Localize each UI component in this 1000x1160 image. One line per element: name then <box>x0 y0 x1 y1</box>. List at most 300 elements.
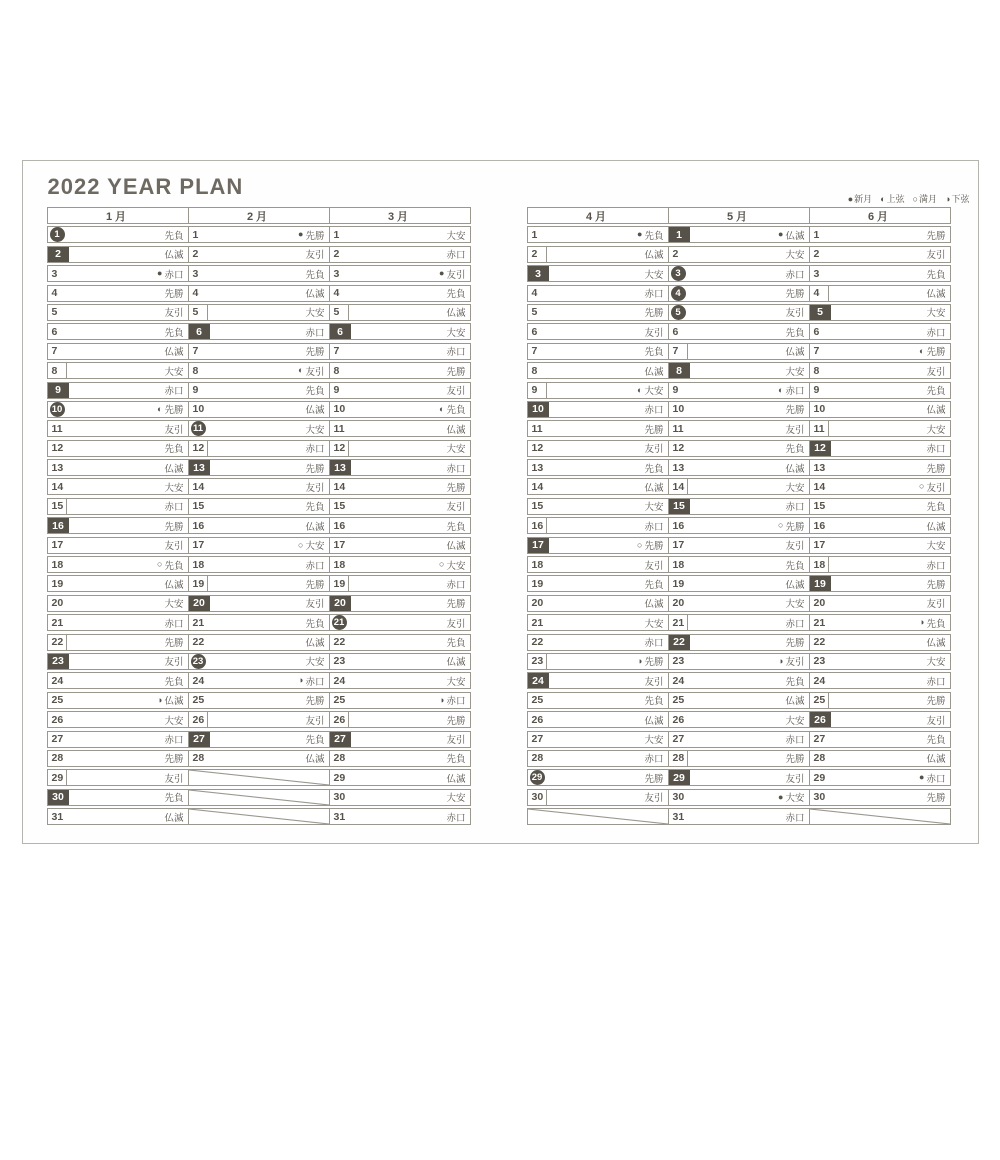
new-moon-icon: ● <box>637 229 643 240</box>
day-row <box>809 711 951 728</box>
day-row <box>47 401 189 418</box>
rokuyo-label: ● 赤口 <box>157 268 184 281</box>
day-row <box>527 265 669 282</box>
day-number: 20 <box>189 596 210 611</box>
rokuyo-label: 大安 <box>785 482 805 494</box>
rokuyo-label: 友引 <box>164 424 184 436</box>
day-number: 3 <box>333 267 340 280</box>
day-number: 6 <box>813 325 820 338</box>
day-row <box>188 285 330 302</box>
rokuyo-label: 先勝 <box>785 638 805 650</box>
day-row <box>47 382 189 399</box>
day-row <box>527 382 669 399</box>
rokuyo-label: 先勝 <box>446 482 466 494</box>
rokuyo-label: 赤口 <box>926 560 946 572</box>
day-number: 12 <box>672 442 685 455</box>
rokuyo-label: 先負 <box>164 793 184 805</box>
rokuyo-label: 友引 <box>446 502 466 514</box>
rokuyo-label: 赤口 <box>785 812 805 824</box>
day-number: 30 <box>48 790 69 805</box>
day-row <box>809 750 951 767</box>
day-number: 19 <box>189 576 208 591</box>
full-moon-icon: ○ <box>919 481 925 492</box>
day-row <box>329 769 471 786</box>
empty-day-row <box>188 789 330 806</box>
day-row <box>527 459 669 476</box>
day-row <box>188 362 330 379</box>
rokuyo-label: 先負 <box>305 502 325 514</box>
day-number: 23 <box>528 654 547 669</box>
rokuyo-label: 大安 <box>305 308 325 320</box>
day-row <box>188 246 330 263</box>
day-row <box>329 382 471 399</box>
day-number: 24 <box>192 674 205 687</box>
first-quarter-icon: ◐ <box>298 365 304 376</box>
day-row <box>47 246 189 263</box>
day-number: 24 <box>51 674 64 687</box>
day-row <box>47 498 189 515</box>
month-table-4 <box>527 207 669 825</box>
day-row <box>47 517 189 534</box>
rokuyo-label: 先負 <box>644 579 664 591</box>
rokuyo-label: 先勝 <box>305 696 325 708</box>
day-row <box>329 672 471 689</box>
day-number: 24 <box>528 673 549 688</box>
day-row <box>668 382 810 399</box>
rokuyo-label: 先勝 <box>446 715 466 727</box>
rokuyo-label: 先負 <box>926 735 946 747</box>
rokuyo-label: 先勝 <box>644 308 664 320</box>
first-quarter-icon: ◐ <box>157 403 163 414</box>
day-row <box>668 769 810 786</box>
full-moon-icon: ○ <box>637 539 643 550</box>
rokuyo-label: 大安 <box>164 599 184 611</box>
rokuyo-label: 仏滅 <box>785 463 805 475</box>
rokuyo-label: 仏滅 <box>164 463 184 475</box>
day-row <box>527 789 669 806</box>
day-number: 15 <box>48 499 67 514</box>
day-number: 7 <box>51 345 58 358</box>
rokuyo-label: 友引 <box>446 618 466 630</box>
day-number: 18 <box>672 558 685 571</box>
day-number: 17 <box>528 538 549 553</box>
day-number: 26 <box>672 713 685 726</box>
rokuyo-label: ● 先勝 <box>298 229 325 242</box>
rokuyo-label: 仏滅 <box>926 638 946 650</box>
day-number: 22 <box>669 635 690 650</box>
rokuyo-label: 大安 <box>644 618 664 630</box>
rokuyo-label: 大安 <box>446 230 466 242</box>
day-row <box>329 556 471 573</box>
rokuyo-label: 大安 <box>446 793 466 805</box>
day-number: 8 <box>192 364 199 377</box>
day-number: 17 <box>333 539 346 552</box>
new-moon-icon: ● <box>439 268 445 279</box>
day-number: 11 <box>191 421 206 436</box>
day-row <box>809 789 951 806</box>
day-number: 9 <box>528 383 547 398</box>
day-row <box>47 343 189 360</box>
day-row <box>668 362 810 379</box>
day-number: 3 <box>813 267 820 280</box>
day-number: 13 <box>672 461 685 474</box>
day-row <box>329 498 471 515</box>
day-row <box>527 420 669 437</box>
day-row <box>329 711 471 728</box>
day-row <box>47 672 189 689</box>
rokuyo-label: 友引 <box>644 676 664 688</box>
day-number: 23 <box>672 655 685 668</box>
day-row <box>47 556 189 573</box>
day-number: 7 <box>813 345 820 358</box>
day-row <box>527 575 669 592</box>
day-row <box>809 246 951 263</box>
day-number: 7 <box>531 345 538 358</box>
rokuyo-label: 赤口 <box>926 676 946 688</box>
day-number: 1 <box>333 228 340 241</box>
day-row <box>188 226 330 243</box>
new-moon-icon: ● <box>778 791 784 802</box>
day-row <box>527 556 669 573</box>
day-row <box>329 731 471 748</box>
rokuyo-label: 大安 <box>446 444 466 456</box>
rokuyo-label: 友引 <box>305 482 325 494</box>
rokuyo-label: 赤口 <box>164 618 184 630</box>
day-number: 27 <box>672 733 685 746</box>
rokuyo-label: 赤口 <box>785 502 805 514</box>
day-number: 1 <box>813 228 820 241</box>
day-number: 15 <box>333 500 346 513</box>
day-row <box>809 537 951 554</box>
day-number: 20 <box>531 597 544 610</box>
legend-label: 下弦 <box>951 194 970 204</box>
day-number: 14 <box>51 480 64 493</box>
day-number: 1 <box>192 228 199 241</box>
last-quarter-icon: ◑ <box>919 617 925 628</box>
day-row <box>47 420 189 437</box>
day-row <box>329 246 471 263</box>
day-row <box>188 440 330 457</box>
day-number: 25 <box>333 694 346 707</box>
rokuyo-label: ◑ 赤口 <box>298 675 325 688</box>
rokuyo-label: 赤口 <box>644 405 664 417</box>
last-quarter-icon: ◑ <box>157 694 163 705</box>
full-moon-icon: ○ <box>157 559 163 570</box>
day-row <box>47 440 189 457</box>
rokuyo-label: 友引 <box>164 657 184 669</box>
day-number: 25 <box>672 694 685 707</box>
day-row <box>188 692 330 709</box>
day-number: 11 <box>810 421 829 436</box>
day-number: 9 <box>333 384 340 397</box>
day-number: 18 <box>333 558 346 571</box>
day-row <box>47 634 189 651</box>
rokuyo-label: 友引 <box>926 366 946 378</box>
rokuyo-label: 大安 <box>305 424 325 436</box>
rokuyo-label: ◐ 先勝 <box>157 403 184 417</box>
rokuyo-label: 大安 <box>644 269 664 281</box>
day-number: 12 <box>330 441 349 456</box>
rokuyo-label: 先負 <box>785 560 805 572</box>
day-number: 2 <box>672 248 679 261</box>
day-number: 22 <box>531 636 544 649</box>
legend-item <box>945 192 969 205</box>
day-number: 27 <box>51 733 64 746</box>
day-number: 11 <box>672 422 684 435</box>
rokuyo-label: 仏滅 <box>305 405 325 417</box>
rokuyo-label: ◐ 先勝 <box>919 345 946 359</box>
last-quarter-icon: ◑ <box>637 655 643 666</box>
day-number: 20 <box>672 597 685 610</box>
day-row <box>527 731 669 748</box>
month-header: 3月 <box>329 207 471 224</box>
new-moon-icon: ● <box>919 772 925 783</box>
day-number: 14 <box>333 480 346 493</box>
day-row <box>809 672 951 689</box>
day-number: 31 <box>672 810 685 823</box>
new-moon-icon: ● <box>778 229 784 240</box>
day-row <box>527 304 669 321</box>
day-number: 8 <box>669 363 690 378</box>
day-number: 10 <box>672 403 685 416</box>
day-row <box>47 808 189 825</box>
day-number: 21 <box>531 616 544 629</box>
day-row <box>809 498 951 515</box>
day-row <box>809 556 951 573</box>
day-row <box>329 343 471 360</box>
rokuyo-label: 友引 <box>785 308 805 320</box>
day-row <box>668 265 810 282</box>
day-number: 28 <box>333 752 346 765</box>
day-row <box>668 595 810 612</box>
full-moon-icon: ○ <box>439 559 445 570</box>
rokuyo-label: 仏滅 <box>164 250 184 262</box>
day-row <box>668 634 810 651</box>
rokuyo-label: 先勝 <box>785 289 805 301</box>
day-row <box>527 246 669 263</box>
rokuyo-label: ● 仏滅 <box>778 229 805 242</box>
day-number: 4 <box>333 287 340 300</box>
rokuyo-label: 友引 <box>644 793 664 805</box>
day-row <box>47 226 189 243</box>
day-number: 21 <box>192 616 205 629</box>
day-row <box>188 750 330 767</box>
rokuyo-label: ○ 先勝 <box>637 539 664 553</box>
day-number: 5 <box>189 305 208 320</box>
day-number: 29 <box>813 771 826 784</box>
day-row <box>188 323 330 340</box>
day-row <box>668 420 810 437</box>
rokuyo-label: 友引 <box>305 250 325 262</box>
day-row <box>47 323 189 340</box>
day-row <box>668 285 810 302</box>
day-row <box>188 634 330 651</box>
day-row <box>188 343 330 360</box>
day-row <box>47 731 189 748</box>
last-quarter-icon: ◑ <box>439 694 445 705</box>
day-number: 29 <box>530 770 545 785</box>
day-number: 25 <box>51 694 64 707</box>
rokuyo-label: 先勝 <box>446 366 466 378</box>
day-number: 16 <box>192 519 205 532</box>
day-number: 12 <box>531 442 544 455</box>
day-number: 13 <box>330 460 351 475</box>
day-number: 23 <box>813 655 826 668</box>
rokuyo-label: 大安 <box>926 541 946 553</box>
day-row <box>809 265 951 282</box>
rokuyo-label: 仏滅 <box>785 579 805 591</box>
day-row <box>809 343 951 360</box>
rokuyo-label: 仏滅 <box>644 715 664 727</box>
rokuyo-label: 先負 <box>926 502 946 514</box>
full-moon-icon: ○ <box>912 193 919 204</box>
day-row <box>329 265 471 282</box>
day-number: 14 <box>669 479 688 494</box>
rokuyo-label: 赤口 <box>644 521 664 533</box>
legend-item <box>880 192 904 205</box>
day-row <box>527 614 669 631</box>
rokuyo-label: ○ 大安 <box>439 559 466 572</box>
rokuyo-label: ● 大安 <box>778 791 805 805</box>
rokuyo-label: 仏滅 <box>926 754 946 766</box>
day-number: 2 <box>192 248 199 261</box>
day-row <box>527 653 669 670</box>
rokuyo-label: 友引 <box>164 773 184 785</box>
day-row <box>188 711 330 728</box>
day-number: 27 <box>531 733 544 746</box>
rokuyo-label: 先負 <box>926 269 946 281</box>
empty-day-row <box>188 808 330 825</box>
day-number: 18 <box>51 558 64 571</box>
day-number: 18 <box>531 558 544 571</box>
rokuyo-label: 先勝 <box>926 696 946 708</box>
rokuyo-label: ○ 友引 <box>919 481 946 494</box>
rokuyo-label: 赤口 <box>446 347 466 359</box>
rokuyo-label: 赤口 <box>446 812 466 824</box>
rokuyo-label: 友引 <box>446 386 466 398</box>
day-row <box>188 498 330 515</box>
rokuyo-label: 仏滅 <box>164 812 184 824</box>
rokuyo-label: 友引 <box>785 424 805 436</box>
day-row <box>668 478 810 495</box>
day-row <box>47 285 189 302</box>
day-number: 14 <box>813 480 826 493</box>
day-number: 10 <box>528 402 549 417</box>
day-number: 17 <box>192 539 205 552</box>
rokuyo-label: 赤口 <box>164 735 184 747</box>
day-number: 24 <box>333 674 346 687</box>
rokuyo-label: 赤口 <box>785 735 805 747</box>
rokuyo-label: ◑ 仏滅 <box>157 694 184 708</box>
day-row <box>188 653 330 670</box>
day-number: 6 <box>531 325 538 338</box>
rokuyo-label: 赤口 <box>926 444 946 456</box>
day-row <box>329 692 471 709</box>
rokuyo-label: 友引 <box>446 735 466 747</box>
day-row <box>47 614 189 631</box>
rokuyo-label: 先勝 <box>926 463 946 475</box>
day-row <box>329 653 471 670</box>
rokuyo-label: ● 赤口 <box>919 772 946 785</box>
rokuyo-label: 先負 <box>305 386 325 398</box>
day-number: 5 <box>51 306 58 319</box>
day-row <box>329 459 471 476</box>
day-row <box>527 517 669 534</box>
empty-day-row <box>809 808 951 825</box>
day-row <box>809 769 951 786</box>
rokuyo-label: 仏滅 <box>644 482 664 494</box>
day-number: 23 <box>191 654 206 669</box>
rokuyo-label: 友引 <box>305 715 325 727</box>
rokuyo-label: 友引 <box>305 599 325 611</box>
legend-label: 満月 <box>919 194 938 204</box>
day-row <box>668 343 810 360</box>
day-number: 5 <box>810 305 831 320</box>
day-number: 16 <box>333 519 346 532</box>
rokuyo-label: 赤口 <box>305 560 325 572</box>
day-row <box>47 362 189 379</box>
day-number: 3 <box>51 267 58 280</box>
full-moon-icon: ○ <box>778 520 784 531</box>
day-number: 28 <box>51 752 64 765</box>
day-row <box>188 304 330 321</box>
day-row <box>329 808 471 825</box>
rokuyo-label: 先負 <box>305 618 325 630</box>
day-row <box>329 614 471 631</box>
rokuyo-label: 大安 <box>785 599 805 611</box>
month-table-5 <box>668 207 810 825</box>
rokuyo-label: 赤口 <box>446 463 466 475</box>
rokuyo-label: 先負 <box>644 696 664 708</box>
day-row <box>329 575 471 592</box>
rokuyo-label: 先勝 <box>644 773 664 785</box>
day-row <box>668 498 810 515</box>
day-number: 24 <box>672 674 685 687</box>
last-quarter-icon: ◑ <box>945 193 951 204</box>
rokuyo-label: 先負 <box>164 327 184 339</box>
day-row <box>47 459 189 476</box>
page-title: 2022 YEAR PLAN <box>47 174 244 199</box>
legend-item <box>848 192 872 205</box>
day-row <box>188 517 330 534</box>
day-row <box>188 401 330 418</box>
rokuyo-label: ◐ 大安 <box>637 384 664 398</box>
day-number: 4 <box>671 286 686 301</box>
day-row <box>527 750 669 767</box>
rokuyo-label: 仏滅 <box>305 521 325 533</box>
day-number: 30 <box>528 790 547 805</box>
day-number: 12 <box>189 441 208 456</box>
day-number: 6 <box>51 325 58 338</box>
day-row <box>668 808 810 825</box>
day-number: 8 <box>531 364 538 377</box>
rokuyo-label: ◐ 赤口 <box>778 384 805 398</box>
rokuyo-label: 友引 <box>644 444 664 456</box>
rokuyo-label: 友引 <box>644 327 664 339</box>
day-row <box>527 323 669 340</box>
day-number: 16 <box>48 518 69 533</box>
rokuyo-label: 赤口 <box>164 386 184 398</box>
day-row <box>329 440 471 457</box>
day-number: 13 <box>51 461 64 474</box>
day-row <box>329 634 471 651</box>
rokuyo-label: 先勝 <box>926 230 946 242</box>
day-row <box>668 440 810 457</box>
rokuyo-label: 先負 <box>785 676 805 688</box>
day-number: 11 <box>51 422 63 435</box>
rokuyo-label: 仏滅 <box>446 541 466 553</box>
day-number: 26 <box>531 713 544 726</box>
